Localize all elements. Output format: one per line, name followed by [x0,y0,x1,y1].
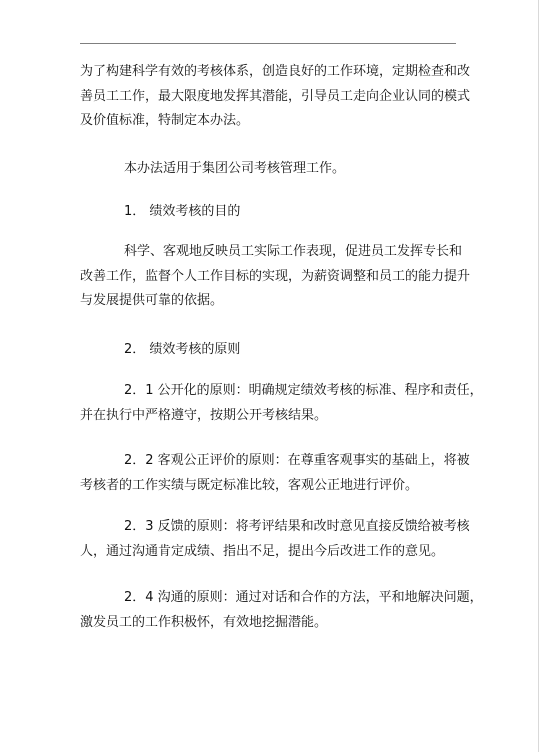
section1-paragraph [80,240,471,314]
section1-heading-text: 1． 绩效考核的目的 [124,204,241,219]
intro-line: 及价值标准，特制定本办法。 [80,113,250,128]
principle-line: 激发员工的工作积极怀，有效地挖掘潜能。 [80,614,328,630]
principle-line: 考核者的工作实绩与既定标准比较，客观公正地进行评价。 [80,477,419,493]
principle-item [80,379,483,428]
section1-line: 改善工作，监督个人工作目标的实现，为薪资调整和员工的能力提升 [80,268,471,284]
principle-line: 2．4 沟通的原则：通过对话和合作的方法，平和地解决问题， [124,590,483,605]
principle-line: 并在执行中严格遵守，按期公开考核结果。 [80,407,328,423]
section1-line: 科学、客观地反映员工实际工作表现，促进员工发挥专长和 [124,244,463,259]
principle-line: 2．2 客观公正评价的原则：在尊重客观事实的基础上，将被 [124,453,470,468]
section1-heading [80,200,460,225]
principle-line: 人，通过沟通肯定成绩、指出不足，提出今后改进工作的意见。 [80,543,445,559]
intro-paragraph [80,60,471,134]
scope-line: 本办法适用于集团公司考核管理工作。 [124,161,346,176]
section1-line: 与发展提供可靠的依据。 [80,293,224,308]
intro-line: 为了构建科学有效的考核体系，创造良好的工作环境，定期检查和改 [80,64,471,79]
principle-line: 2．3 反馈的原则：将考评结果和改时意见直接反馈给被考核 [124,519,470,534]
principle-item [80,449,470,498]
section2-heading [80,338,460,363]
header-rule [80,43,456,44]
principle-item [80,586,483,635]
section2-heading-text: 2． 绩效考核的原则 [124,342,241,357]
intro-line: 善员工工作，最大限度地发挥其潜能，引导员工走向企业认同的模式 [80,88,471,104]
principle-item [80,515,470,564]
scope-paragraph [80,157,460,182]
principle-line: 2．1 公开化的原则：明确规定绩效考核的标准、程序和责任， [124,383,483,398]
